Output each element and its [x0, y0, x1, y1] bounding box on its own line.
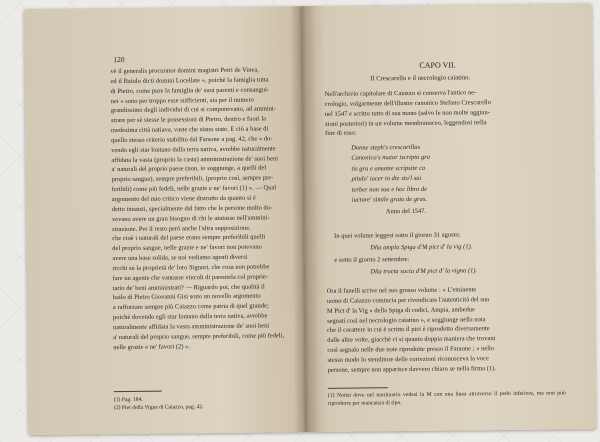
text-line: uomo di Caiazzo comincia per rivendicare l'autenticità del suo — [326, 296, 490, 305]
text-line: In quei volume leggesi sotto il giorno 31 agosto: — [334, 231, 461, 240]
text-line: affidata la vasta (proprio la casta) amministrazione de' suoi beni — [111, 154, 279, 164]
text-line: a' naturali del proprio sangue, sempre preferibili, come più fedeli, — [113, 332, 285, 341]
intro-paragraph — [325, 87, 564, 139]
chapter-subtitle: Il Crescarello e il necrologio caiatino. — [370, 74, 471, 83]
text-line: vè il generalis procurator domini magistri Petri de Vinea, — [110, 66, 259, 76]
text-line: Nell'archivio capitolare di Caiazzo si conserva l'antico ne- — [324, 89, 477, 98]
verse-line: Anno del 1547. — [385, 208, 427, 216]
text-line: zioni posteriori) in un volume membranaceo, leggendosi nella — [324, 118, 487, 128]
text-line: crologio, volgarmente dell'illustre canonico Stefano Crescarello — [324, 98, 492, 108]
text-line: quello stesso criterio stabilito dal Farsone a pag. 42, che « do- — [111, 135, 273, 145]
text-line: strazione. Per il resto però anche l'altra supposizione, — [112, 224, 251, 233]
verse-line: pitulo' iacer in die sto'l sui — [351, 175, 422, 183]
text-line: stesso modo lo stenditore delle correzioni riconosceva la voce — [327, 355, 489, 364]
text-line: nei « sono per troppo esse sufficienti, sia per il numero — [110, 96, 254, 105]
text-line: vendo egli star lontano dalla terra nativa, avrebbe naturalmente — [111, 145, 276, 154]
text-line: nelle grazie e ne' favori (2) ». — [113, 342, 191, 351]
right-page — [302, 3, 596, 432]
text-line: fare un agente che vantasse vincoli di parentela col proprie- — [112, 273, 269, 282]
text-line: ed il Baiulo dicti domini Locellate », poichè la famiglia tutta — [110, 76, 269, 85]
text-line: grandissimo degli individui di cui si componevano, ad ammini- — [110, 105, 276, 115]
quote-1: Dña ampla Spiga d'M pict d' la vig (1). — [370, 243, 473, 252]
text-line: che cioè i naturali del paese erano sempre preferibili quelli — [112, 233, 266, 243]
text-line: dalle altre volte, giacchè ci si quanto doppia maniera che trovani — [327, 335, 496, 345]
verse-block — [351, 142, 522, 219]
chapter-title: CAPO VII. — [419, 60, 456, 70]
text-line: nel 1547 e scritto tutto di sua mano (salvo le non molte aggiun- — [324, 108, 490, 118]
text-line: così segnalo nelle due note riprodotte presso il Faraone ; « nello — [327, 345, 495, 354]
text-line: M Pict d' la Vig » della Spiga di codici, Ampia, ambedue — [326, 305, 476, 315]
text-line: detto innanzi, specialmente dal fatto che le persone molto do- — [111, 204, 273, 213]
footnote-rule-right — [328, 387, 388, 389]
text-line: del proprio sangue, nelle grazie e ne' favori non potevano — [112, 243, 262, 253]
text-line: strare per sè stesse le possessioni di Pietro, dentro e fuori la — [110, 115, 267, 125]
text-line: fine di esso: — [325, 129, 357, 138]
text-line: vevano avere un gran bisogno di chi le aiutasse nell'ammini- — [111, 214, 270, 223]
footnote-1: (1) Pag. 184. — [113, 396, 143, 404]
text-line: segnati così nel necrologio caiatino », e soggiunge nella nota — [327, 315, 486, 325]
text-line: poichè dovendo egli star lontano dalla terra nativa, avrebbe — [112, 312, 268, 322]
verse-line: Donne steph's crescarillus — [351, 143, 421, 152]
verse-line: iuctore' simile grato de gras. — [351, 195, 428, 204]
left-page — [24, 6, 306, 435]
verse-line: terber non sua e hoc libro de — [351, 185, 428, 194]
verse-line: tis gra e amante scripsite ca — [351, 164, 426, 173]
text-line: medesima città natiava, vaste che siano state. E ciò a base di — [111, 125, 269, 135]
text-line: ricchi su la proprietà de' loro Signori, che cosa non potrebbe — [112, 263, 270, 272]
text-line: di Pietro, come pure la famiglia de' suoi parenti e consangui- — [110, 86, 270, 95]
page-number: 120 — [113, 54, 125, 65]
text-line: e sotto il giorno 2 settembre: — [334, 255, 410, 264]
middle-line-2 — [334, 253, 564, 265]
text-line: che il carattere in cui è scritto il pict è riprodotto diversamente — [327, 325, 490, 335]
footnote-right: (1) Notisi dove nel morituario vedesi la M con una linea attraverso il pedo inferiore, ma non può riprodurre per mancanza di tipo. — [327, 390, 566, 407]
left-page-body — [110, 65, 290, 421]
footnote-2: (2) Pier della Vigna di Caiazzo, pag. 42. — [113, 404, 204, 412]
text-line: a rafforzare sempre più Caiazzo come patria di quel grande; — [112, 302, 269, 312]
text-line: naturalmente affidata la vasta amministrazione de' suoi beni — [113, 322, 270, 332]
body-paragraph — [327, 284, 566, 375]
quote-2: Dña trocta socia d'M pict d' la vigna (1). — [370, 267, 478, 276]
text-line: a' naturali del proprio paese (non, io soggiunge, a quelli del — [111, 164, 267, 174]
text-line: avere una base solida, se noi vediamo agenti diversi — [112, 253, 248, 263]
text-line: tario de' beni amministrati? — Riguardo poi, che qualità il — [112, 283, 265, 292]
text-line: Ora il fanelli scrive nel suo grosso volume : « L'eminente — [326, 286, 477, 295]
verse-line: Canonico's maior iscripta gra — [351, 154, 431, 163]
text-line: argomento del mio critico viene distrutto da quanto si è — [111, 194, 256, 204]
text-line: feribili) come più fedeli, nelle grazie e ne' favori (1) ». — Qual — [111, 184, 277, 194]
text-line: persone, sempre non apparisce davvero chiaro se nella firma (1). — [327, 364, 496, 374]
text-line: proprio sangue), sempre preferibili, (proprio così, sempre pre- — [111, 174, 274, 184]
middle-line — [334, 229, 564, 241]
text-line: bailo di Pietro Giovanni Gisi sono un novello argomento — [112, 292, 261, 302]
open-book — [24, 3, 600, 439]
